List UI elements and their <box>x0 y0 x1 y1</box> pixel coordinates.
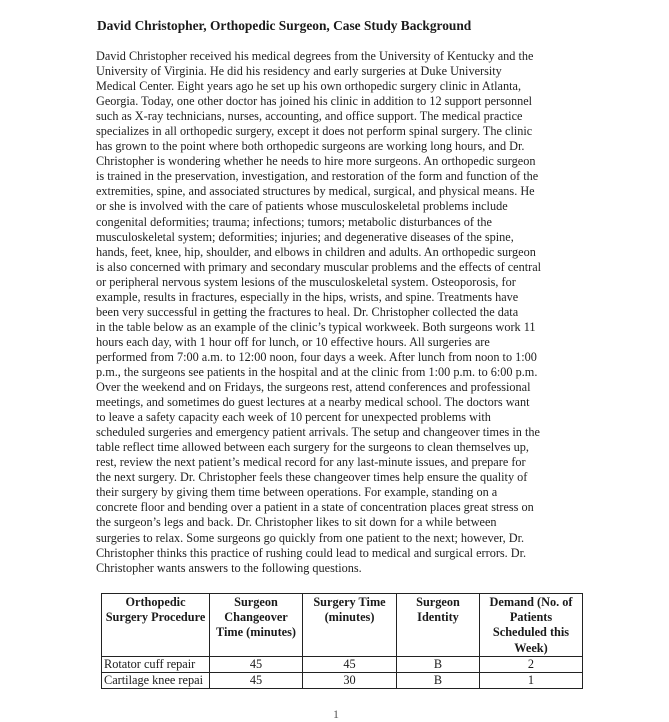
body-text-line: example, results in fractures, especially in the hips, wrists, and spine. Treatments have <box>96 289 519 304</box>
body-text-line: Christopher thinks this practice of rushing could lead to medical and surgical errors. Dr. <box>96 545 527 560</box>
cell-procedure: Cartilage knee repai <box>102 673 210 689</box>
table-header-row <box>102 594 583 657</box>
body-text-line: has grown to the point where both orthopedic surgeons are working long hours, and Dr. <box>96 139 525 154</box>
body-text-line: extremities, spine, and associated structures by medical, surgical, and physical means. He <box>96 184 535 199</box>
cell-demand: 2 <box>480 656 583 672</box>
body-text-line: is trained in the preservation, investigation, and restoration of the form and function of the <box>96 169 539 184</box>
cell-surgeon: B <box>397 673 480 689</box>
body-text-line: the surgeon’s legs and back. Dr. Christopher likes to sit down for a while between <box>96 515 497 530</box>
header-demand: Demand (No. of Patients Scheduled this Week) <box>480 594 583 657</box>
header-procedure: Orthopedic Surgery Procedure <box>102 594 210 657</box>
body-text-line: University of Virginia. He did his residency and early surgeries at Duke University <box>96 64 502 79</box>
body-text-line: surgeries to relax. Some surgeons go quickly from one patient to the next; however, Dr. <box>96 530 525 545</box>
body-text-line: Georgia. Today, one other doctor has joined his clinic in addition to 12 support personnel <box>96 94 533 109</box>
cell-procedure: Rotator cuff repair <box>102 656 210 672</box>
body-text-line: congenital deformities; trauma; infections; tumors; metabolic disturbances of the <box>96 214 492 229</box>
body-text-line: concrete floor and bending over a patient in a state of concentration places great stress on <box>96 500 534 515</box>
body-text-line: rest, review the next patient’s medical record for any last-minute issues, and prepare for <box>96 455 526 470</box>
cell-surgery-time: 30 <box>303 673 397 689</box>
body-text-line: Over the weekend and on Fridays, the surgeons rest, attend conferences and professional <box>96 380 531 395</box>
table-row <box>102 656 583 672</box>
body-text-line: Christopher is wondering whether he needs to hire more surgeons. An orthopedic surgeon <box>96 154 536 169</box>
body-text-line: scheduled surgeries and emergency patient arrivals. The setup and changeover times in the <box>96 425 540 440</box>
header-surgery-time: Surgery Time (minutes) <box>303 594 397 657</box>
document-title: David Christopher, Orthopedic Surgeon, Case Study Background <box>97 18 472 33</box>
cell-changeover: 45 <box>210 673 303 689</box>
body-text-line: table reflect time allowed between each surgery for the surgeons to clean themselves up, <box>96 440 529 455</box>
body-text-line: the next surgery. Dr. Christopher feels these changeover times help ensure the quality of <box>96 470 528 485</box>
body-text-line: such as X-ray technicians, nurses, accounting, and office support. The medical practice <box>96 109 523 124</box>
cell-surgery-time: 45 <box>303 656 397 672</box>
cell-changeover: 45 <box>210 656 303 672</box>
body-text-line: is also concerned with primary and secondary muscular problems and the effects of central <box>96 259 542 274</box>
body-text-line: meetings, and sometimes do guest lectures at a nearby medical school. The doctors want <box>96 395 530 410</box>
page-number: 1 <box>333 707 339 721</box>
cell-surgeon: B <box>397 656 480 672</box>
header-changeover-time: Surgeon Changeover Time (minutes) <box>210 594 303 657</box>
body-text-line: in the table below as an example of the clinic’s typical workweek. Both surgeons work 11 <box>96 319 536 334</box>
body-text-line: p.m., the surgeons see patients in the hospital and at the clinic from 1:00 p.m. to 6:00 p.m. <box>96 364 538 379</box>
body-text-line: their surgery by giving them time between operations. For example, standing on a <box>96 485 498 500</box>
body-text-line: specializes in all orthopedic surgery, except it does not perform spinal surgery. The clinic <box>96 124 533 139</box>
body-text-line: or she is involved with the care of patients whose musculoskeletal problems include <box>96 199 508 214</box>
body-text-line: been very successful in getting the fractures to heal. Dr. Christopher collected the data <box>96 304 519 319</box>
body-text-line: Medical Center. Eight years ago he set up his own orthopedic surgery clinic in Atlanta, <box>96 79 522 94</box>
body-text-line: David Christopher received his medical degrees from the University of Kentucky and the <box>96 49 534 63</box>
body-text-line: hours each day, with 1 hour off for lunch, or 10 effective hours. All surgeries are <box>96 334 490 349</box>
body-text-line: to leave a safety capacity each week of 10 percent for unexpected problems with <box>96 410 491 425</box>
body-text-line: or peripheral nervous system lesions of the musculoskeletal system. Osteoporosis, for <box>96 274 516 289</box>
body-paragraph <box>96 49 576 576</box>
body-text-line: musculoskeletal system; deformities; injuries; and degenerative diseases of the spine, <box>96 229 514 244</box>
body-text-line: hands, feet, knee, hip, shoulder, and elbows in children and adults. An orthopedic surgeon <box>96 244 536 259</box>
table-row <box>102 673 583 689</box>
header-surgeon-identity: Surgeon Identity <box>397 594 480 657</box>
surgery-data-table <box>101 593 583 689</box>
body-text-line: performed from 7:00 a.m. to 12:00 noon, four days a week. After lunch from noon to 1:00 <box>96 349 537 364</box>
body-text-line: Christopher wants answers to the following questions. <box>96 560 362 575</box>
cell-demand: 1 <box>480 673 583 689</box>
